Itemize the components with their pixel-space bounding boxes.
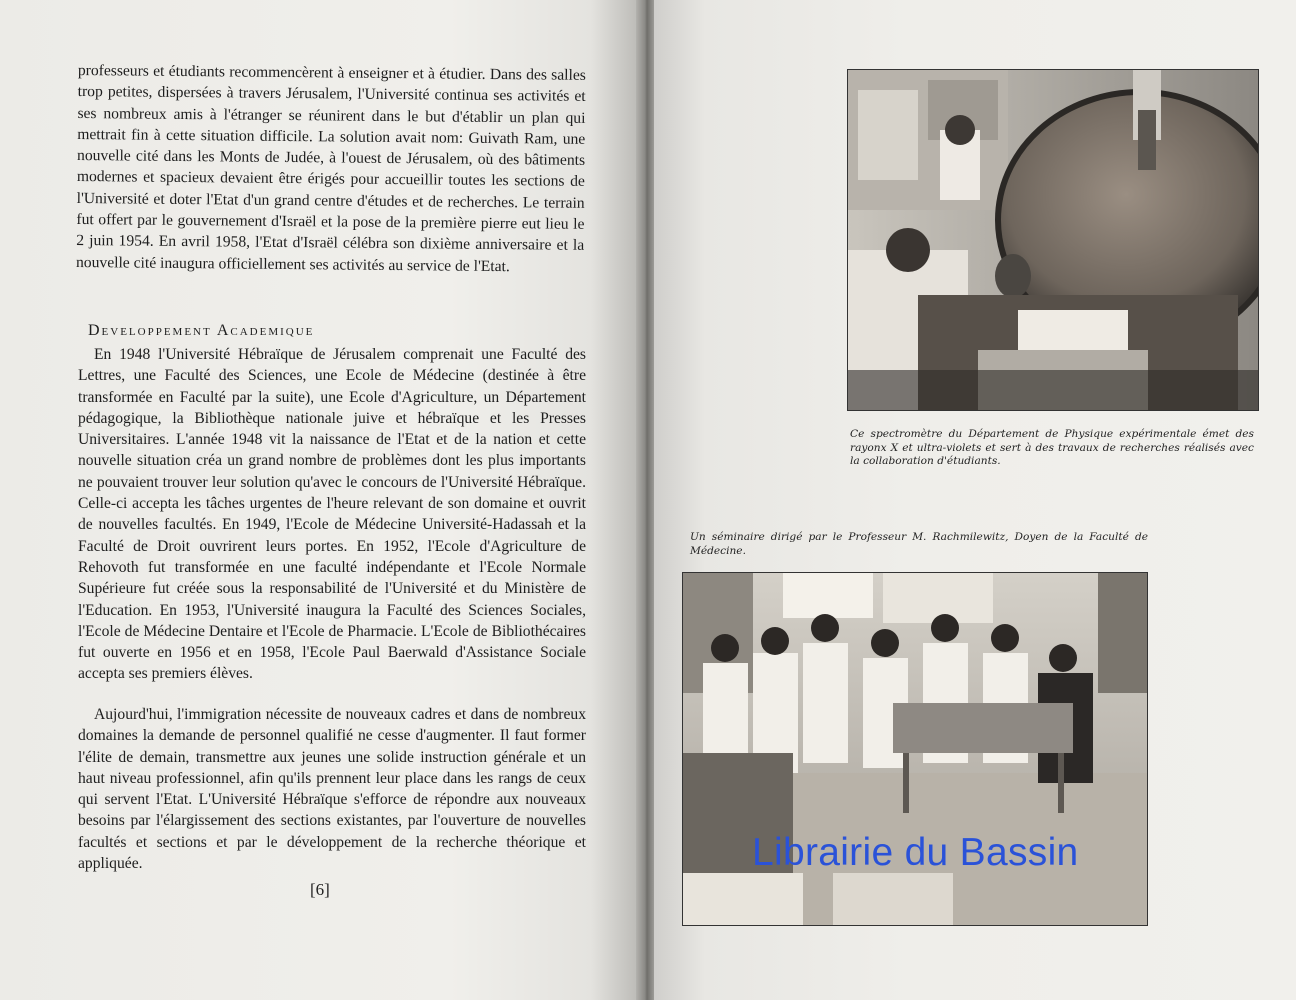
spectrometer-caption: Ce spectromètre du Département de Physique expérimentale émet des rayonx X et ultra-violets et sert à des travaux de recherches réalisés avec la collaboration d'étudiants. xyxy=(850,428,1254,467)
paragraph-2-text: En 1948 l'Université Hébraïque de Jérusalem comprenait une Faculté des Lettres, une Faculté des Sciences, une Ecole de Médecine (destinée à être transformée en Faculté par la suite), une Ecole d'Agriculture, un Département pédagogique, la Bibliothèque nationale juive et hébraïque et les Presses Universitaires. L'année 1948 vit la naissance de l'Etat et de la nation et cette nouvelle situation créa un grand nombre de problèmes dont les plus importants ne pouvaient trouver leur solution qu'avec le concours de l'Université Hébraïque. Celle-ci accepta les tâches urgentes de l'heure relevant de son domaine et ouvrit de nouvelles facultés. En 1949, l'Ecole de Médecine Université-Hadassah et la Faculté de Droit ouvrirent leurs portes. En 1952, l'Ecole d'Agriculture de Rehovoth fut transformée en une faculté indépendante et l'Ecole Normale Supérieure fut créée sous la responsabilité de l'Université et du Ministère de l'Education. En 1953, l'Université inaugura la Faculté des Sciences Sociales, l'Ecole de Médecine Dentaire et l'Ecole de Pharmacie. L'Ecole de Bibliothécaires fut ouverte en 1956 et en 1958, l'Ecole Paul Baerwald d'Assistance Sociale accepta ses premiers élèves. xyxy=(78,346,586,683)
paragraph-academic-development xyxy=(78,344,586,685)
seminar-caption: Un séminaire dirigé par le Professeur M. Rachmilewitz, Doyen de la Faculté de Médecine. xyxy=(690,531,1148,557)
paragraph-today xyxy=(78,704,586,874)
paragraph-guivath-ram xyxy=(76,60,586,278)
spectrometer-photo xyxy=(848,70,1258,410)
book-gutter xyxy=(636,0,656,1000)
section-heading: Developpement Academique xyxy=(88,322,315,339)
paragraph-1-text: professeurs et étudiants recommencèrent à enseigner et à étudier. Dans des salles trop petites, dispersées à travers Jérusalem, l'Université continua ses activités et ses nombreux amis à l'étranger se réunirent dans le but d'établir un plan qui mettrait fin à cette situation difficile. La solution avait nom: Guivath Ram, une nouvelle cité dans les Monts de Judée, à l'ouest de Jérusalem, où des bâtiments modernes et spacieux devaient être érigés pour accueillir toutes les sections de l'Université et doter l'Etat d'un grand centre d'études et de recherches. Le terrain fut offert par le gouvernement d'Israël et la pose de la première pierre eut lieu le 2 juin 1954. En avril 1958, l'Etat d'Israël célébra son dixième anniversaire et la nouvelle cité inaugura officiellement ses activités au service de l'Etat. xyxy=(75,61,586,275)
spectrometer-photo-image xyxy=(848,70,1258,410)
left-page xyxy=(0,0,642,1000)
watermark-text: Librairie du Bassin xyxy=(752,831,1079,874)
page-number: [6] xyxy=(310,880,330,899)
paragraph-3-text: Aujourd'hui, l'immigration nécessite de nouveaux cadres et dans de nombreux domaines la demande de personnel qualifié ne cesse d'augmenter. Il faut former l'élite de demain, transmettre aux jeunes une solide instruction générale et un haut niveau professionnel, afin qu'ils prennent leur place dans les rangs de ceux qui servent l'Etat. L'Université Hébraïque s'efforce de répondre aux nouveaux besoins par l'élargissement des sections existantes, par l'ouverture de nouvelles facultés et sections et par le développement de la recherche théorique et appliquée. xyxy=(78,706,586,873)
